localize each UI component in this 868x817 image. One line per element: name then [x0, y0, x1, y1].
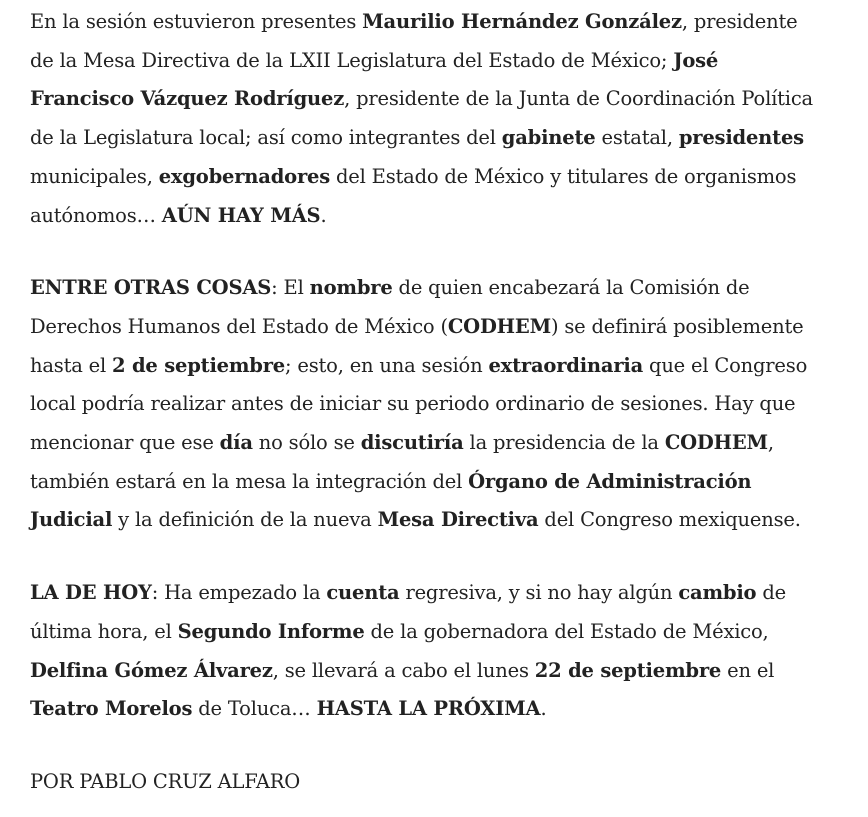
- bold-segment: Órgano de Administración Judicial: [30, 469, 752, 532]
- text-segment: , presidente de la Junta de Coordinación Política de la Legislatura local; así como integrantes del: [30, 87, 813, 150]
- text-segment: del Estado de México y titulares de organismos autónomos…: [30, 164, 797, 227]
- text-segment: de quien encabezará la Comisión de Derechos Humanos del Estado de México (: [30, 276, 750, 338]
- text-segment: de Toluca…: [192, 697, 317, 721]
- bold-segment: presidentes: [678, 126, 804, 150]
- text-segment: regresiva, y si no hay algún: [399, 581, 679, 605]
- text-segment: municipales,: [30, 164, 159, 188]
- section-label: LA DE HOY: [30, 581, 152, 605]
- bold-segment: Segundo Informe: [177, 619, 365, 643]
- text-segment: de la gobernadora del Estado de México,: [364, 619, 769, 643]
- bold-segment: exgobernadores: [158, 164, 331, 188]
- bold-segment: nombre: [309, 276, 393, 300]
- text-segment: y la definición de la nueva: [112, 508, 378, 532]
- paragraph-la-de-hoy: [30, 574, 820, 729]
- text-segment: no sólo se: [252, 431, 361, 455]
- text-segment: , también estará en la mesa la integración del: [30, 431, 774, 493]
- text-segment: : El: [271, 276, 310, 300]
- byline: POR PABLO CRUZ ALFARO: [30, 769, 301, 793]
- text-segment: la presidencia de la: [463, 431, 665, 455]
- bold-segment: AÚN HAY MÁS: [161, 203, 321, 227]
- text-segment: .: [320, 203, 327, 227]
- text-segment: de última hora, el: [30, 581, 786, 643]
- paragraph-session-attendees: [30, 3, 820, 235]
- text-segment: .: [540, 697, 547, 721]
- bold-segment: José Francisco Vázquez Rodríguez: [30, 48, 719, 111]
- bold-segment: CODHEM: [664, 431, 768, 455]
- bold-segment: Mesa Directiva: [377, 508, 539, 532]
- article-body: [30, 3, 820, 802]
- text-segment: en el: [721, 658, 775, 682]
- paragraph-entre-otras-cosas: [30, 269, 820, 540]
- bold-segment: 22 de septiembre: [534, 658, 722, 682]
- bold-segment: cambio: [678, 581, 757, 605]
- text-segment: , se llevará a cabo el lunes: [272, 658, 535, 682]
- bold-segment: Maurilio Hernández González: [362, 10, 682, 33]
- text-segment: : Ha empezado la: [151, 581, 327, 605]
- bold-segment: Teatro Morelos: [30, 697, 193, 721]
- bold-segment: HASTA LA PRÓXIMA: [316, 697, 541, 721]
- text-segment: del Congreso mexiquense.: [538, 508, 801, 532]
- bold-segment: discutiría: [360, 431, 464, 455]
- text-segment: En la sesión estuvieron presentes: [30, 10, 363, 33]
- bold-segment: gabinete: [501, 126, 596, 150]
- bold-segment: 2 de septiembre: [112, 353, 286, 377]
- bold-segment: CODHEM: [447, 314, 551, 338]
- text-segment: ; esto, en una sesión: [285, 353, 489, 377]
- text-segment: , presidente de la Mesa Directiva de la LXII Legislatura del Estado de México;: [30, 10, 798, 72]
- bold-segment: Delfina Gómez Álvarez: [30, 658, 273, 682]
- bold-segment: extraordinaria: [488, 353, 644, 377]
- text-segment: que el Congreso local podría realizar antes de iniciar su periodo ordinario de sesiones. Hay que mencionar que ese: [30, 353, 808, 455]
- text-segment: estatal,: [595, 126, 679, 150]
- bold-segment: día: [219, 431, 253, 455]
- text-segment: ) se definirá posiblemente hasta el: [30, 314, 804, 377]
- bold-segment: cuenta: [326, 581, 400, 605]
- section-label: ENTRE OTRAS COSAS: [30, 276, 272, 300]
